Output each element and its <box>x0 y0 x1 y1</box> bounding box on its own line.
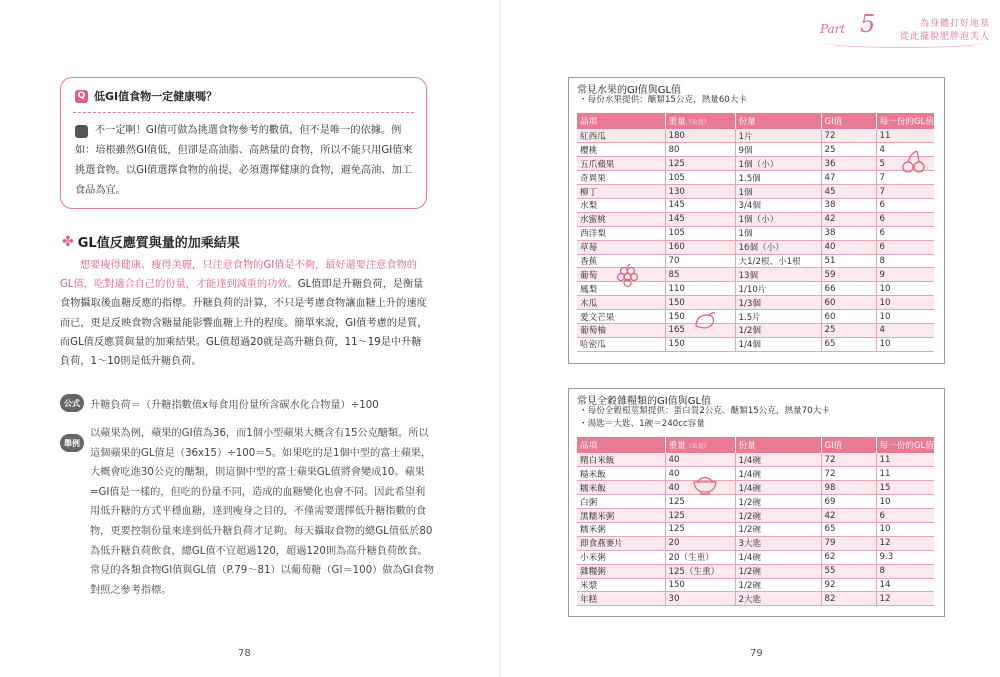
cell-weight: 125 <box>665 157 735 171</box>
cell-gi: 38 <box>821 198 876 212</box>
cell-weight: 80 <box>665 143 735 157</box>
cell-gl: 10 <box>876 522 934 536</box>
cell-gi: 42 <box>821 212 876 226</box>
formula-badge: 公式 <box>60 394 84 412</box>
cell-gl: 8 <box>876 564 934 578</box>
qa-divider <box>73 112 414 113</box>
cell-gl: 6 <box>876 198 934 212</box>
cell-weight: 160 <box>665 240 735 254</box>
body-text: GL值即是升糖負荷，是衡量食物攝取後血糖反應的指標。升糖負荷的計算，不只是考慮食物讓血糖上升的速度而已，更是反映食物含糖量能影響血糖上升的程度。簡單來說，GI值考慮的是質，而GL值反應質與量的加乘結果。GL值超過20就是高升糖負荷，11～19是中升糖負荷，1～10則是低升糖負荷。 <box>60 279 428 368</box>
cell-gl: 10 <box>876 282 934 296</box>
cell-item: 草莓 <box>577 240 665 254</box>
table-row <box>577 226 934 240</box>
cell-portion: 1/2個 <box>735 323 821 337</box>
col-weight <box>665 437 735 453</box>
grain-table-title: 常見全穀雜糧類的GI值與GL值 <box>577 396 712 407</box>
table-row <box>577 240 934 254</box>
cell-gi: 25 <box>821 143 876 157</box>
cell-weight: 125 <box>665 495 735 509</box>
cell-item: 鳳梨 <box>577 282 665 296</box>
table-row <box>577 129 934 143</box>
qa-box <box>60 77 427 209</box>
table-row <box>577 495 934 509</box>
cell-gl: 15 <box>876 481 934 495</box>
page-number-right: 79 <box>750 648 763 659</box>
table-row <box>577 185 934 199</box>
cherry-icon <box>901 148 927 174</box>
cell-gl: 10 <box>876 310 934 324</box>
answer-text: 不一定啊！GI值可做為挑選食物參考的數值，但不是唯一的依據。例如：培根雖然GI值低，但卻是高油脂、高熱量的食物，所以不能只用GI值來挑選食物。以GI值選擇食物的前提，必須選擇健康的食物，避免高油、加工食品為宜。 <box>75 125 413 196</box>
example-block <box>60 424 435 600</box>
fruit-table <box>577 113 934 352</box>
cell-item: 柳丁 <box>577 185 665 199</box>
cell-gl: 6 <box>876 509 934 523</box>
cell-gi: 38 <box>821 226 876 240</box>
cell-gl: 10 <box>876 337 934 351</box>
table-row <box>577 522 934 536</box>
page-number-left: 78 <box>238 648 251 659</box>
cell-portion: 1/4碗 <box>735 481 821 495</box>
table-row <box>577 536 934 550</box>
cell-gi: 72 <box>821 467 876 481</box>
cell-item: 小米粥 <box>577 550 665 564</box>
cell-portion: 13個 <box>735 268 821 282</box>
cell-weight: 85 <box>665 268 735 282</box>
cell-gl: 6 <box>876 240 934 254</box>
cell-portion: 1/2碗 <box>735 564 821 578</box>
col-gl: 每一份的GL值 <box>876 437 934 453</box>
cell-gl: 14 <box>876 578 934 592</box>
col-gi: GI值 <box>821 113 876 129</box>
cell-gi: 92 <box>821 578 876 592</box>
cell-portion: 1/3個 <box>735 296 821 310</box>
cell-item: 紅西瓜 <box>577 129 665 143</box>
cell-item: 雜糧粥 <box>577 564 665 578</box>
cell-item: 水蜜桃 <box>577 212 665 226</box>
cell-weight: 150 <box>665 337 735 351</box>
table-row <box>577 198 934 212</box>
table-row <box>577 310 934 324</box>
cell-gi: 25 <box>821 323 876 337</box>
cell-gl: 9.3 <box>876 550 934 564</box>
table-row <box>577 509 934 523</box>
table-row <box>577 323 934 337</box>
cell-item: 哈密瓜 <box>577 337 665 351</box>
cell-portion: 1/2碗 <box>735 522 821 536</box>
cell-weight: 145 <box>665 212 735 226</box>
part-label: Part <box>820 22 846 36</box>
formula-row <box>60 394 379 412</box>
example-badge: 舉例 <box>60 434 84 452</box>
cell-portion: 1片 <box>735 129 821 143</box>
col-item: 品項 <box>577 437 665 453</box>
cell-weight: 20（生重） <box>665 550 735 564</box>
table-row <box>577 157 934 171</box>
section-heading <box>62 232 240 251</box>
cell-portion: 1/2碗 <box>735 578 821 592</box>
grain-table-box <box>568 388 945 617</box>
cell-gl: 5 <box>876 157 934 171</box>
fruit-table-note: ・每份水果提供：醣類15公克，熱量60大卡 <box>579 95 747 105</box>
cell-gi: 60 <box>821 310 876 324</box>
cell-portion: 1個（小） <box>735 157 821 171</box>
grain-table-note-2: ・湯匙＝大匙、1碗＝240cc容量 <box>579 419 705 429</box>
cell-portion: 1/4碗 <box>735 453 821 467</box>
cell-gi: 60 <box>821 296 876 310</box>
cell-gl: 7 <box>876 185 934 199</box>
question-text: 低GI值食物一定健康嗎？ <box>94 90 218 103</box>
cell-gl: 9 <box>876 268 934 282</box>
grain-table-note-1: ・每份全穀根莖類提供：蛋白質2公克、醣類15公克，熱量70大卡 <box>579 406 830 416</box>
cell-item: 糙米飯 <box>577 467 665 481</box>
cell-item: 五爪蘋果 <box>577 157 665 171</box>
cell-portion: 1/4碗 <box>735 467 821 481</box>
fruit-table-title: 常見水果的GI值與GL值 <box>577 85 682 96</box>
cell-weight: 125 <box>665 522 735 536</box>
chapter-subtitle-2: 從此擺脫肥胖泡芙人 <box>899 32 990 42</box>
col-item: 品項 <box>577 113 665 129</box>
cell-weight: 105 <box>665 226 735 240</box>
cell-gi: 45 <box>821 185 876 199</box>
cell-item: 精白米飯 <box>577 453 665 467</box>
table-row <box>577 171 934 185</box>
cell-gi: 51 <box>821 254 876 268</box>
table-row <box>577 467 934 481</box>
example-text: 以蘋果為例，蘋果的GI值為36，而1個小型蘋果大概含有15公克醣類。所以這個蘋果的GL值是（36x15）÷100＝5。如果吃的是1個中型的富士蘋果，大概會吃進30公克的醣類，則這個中型的富士蘋果GL值將會變成10。蘋果=GI值是一樣的，但吃的份量不同，造成的血糖變化也會不同。因此希望利用低升糖的方式平穩血糖，達到瘦身之目的，不僅需要選擇低升糖指數的食物，更要控制份量來達到低升糖負荷才足夠。每天攝取食物的總GL值低於80為低升糖負荷飲食，總GL值不宜超過120，超過120則為高升糖負荷飲食。常見的各類食物GI值與GL值（P.79～81）以葡萄糖（GI＝100）做為GI食物對照之參考指標。 <box>90 428 434 596</box>
table-row <box>577 578 934 592</box>
table-row <box>577 481 934 495</box>
cell-gl: 11 <box>876 453 934 467</box>
cell-gl: 7 <box>876 171 934 185</box>
cell-gl: 12 <box>876 536 934 550</box>
section-title: GL值反應質與量的加乘結果 <box>77 236 240 251</box>
fruit-table-header <box>577 113 934 129</box>
table-row <box>577 212 934 226</box>
col-weight-unit: （公克） <box>685 443 710 450</box>
cell-portion: 1個 <box>735 185 821 199</box>
cell-gl: 10 <box>876 296 934 310</box>
answer-block <box>75 121 413 201</box>
col-gl: 每一份的GL值 <box>876 113 934 129</box>
cell-item: 黑糯米粥 <box>577 509 665 523</box>
cell-item: 白粥 <box>577 495 665 509</box>
part-number: 5 <box>860 10 876 38</box>
grain-table <box>577 437 934 606</box>
cell-gl: 6 <box>876 212 934 226</box>
a-badge: A <box>75 125 88 138</box>
cell-item: 年糕 <box>577 592 665 606</box>
cell-gi: 72 <box>821 129 876 143</box>
cell-gl: 10 <box>876 495 934 509</box>
cell-item: 葡萄 <box>577 268 665 282</box>
col-weight <box>665 113 735 129</box>
cell-portion: 1.5片 <box>735 310 821 324</box>
cell-gi: 69 <box>821 495 876 509</box>
cell-portion: 1/10片 <box>735 282 821 296</box>
cell-gi: 72 <box>821 453 876 467</box>
grape-icon <box>617 263 641 291</box>
cell-portion: 3/4個 <box>735 198 821 212</box>
cell-weight: 150 <box>665 296 735 310</box>
cell-weight: 145 <box>665 198 735 212</box>
table-row <box>577 296 934 310</box>
table-row <box>577 564 934 578</box>
cell-gi: 62 <box>821 550 876 564</box>
cell-portion: 1/2碗 <box>735 495 821 509</box>
cell-weight: 125（生重） <box>665 564 735 578</box>
cell-portion: 9個 <box>735 143 821 157</box>
table-row <box>577 143 934 157</box>
cell-weight: 30 <box>665 592 735 606</box>
col-portion: 份量 <box>735 113 821 129</box>
cell-gl: 12 <box>876 592 934 606</box>
cell-item: 櫻桃 <box>577 143 665 157</box>
cell-gl: 11 <box>876 467 934 481</box>
cell-portion: 3大匙 <box>735 536 821 550</box>
mango-icon <box>693 311 719 333</box>
cell-weight: 40 <box>665 467 735 481</box>
question-line <box>75 88 217 104</box>
cell-portion: 2大匙 <box>735 592 821 606</box>
cell-gi: 55 <box>821 564 876 578</box>
rice-bowl-icon <box>691 471 719 495</box>
cell-item: 愛文芒果 <box>577 310 665 324</box>
cell-gl: 4 <box>876 323 934 337</box>
cell-gi: 59 <box>821 268 876 282</box>
cell-gi: 47 <box>821 171 876 185</box>
cell-gl: 4 <box>876 143 934 157</box>
cell-gl: 6 <box>876 226 934 240</box>
q-badge: Q <box>75 90 88 103</box>
col-weight-label: 重量 <box>668 441 686 451</box>
cell-item: 香蕉 <box>577 254 665 268</box>
cell-item: 糯米粥 <box>577 522 665 536</box>
cell-weight: 105 <box>665 171 735 185</box>
cell-weight: 125 <box>665 509 735 523</box>
cell-gi: 82 <box>821 592 876 606</box>
cell-gl: 11 <box>876 129 934 143</box>
formula-text: 升糖負荷＝（升糖指數值x每食用份量所含碳水化合物量）÷100 <box>90 399 379 411</box>
cell-weight: 180 <box>665 129 735 143</box>
cell-weight: 165 <box>665 323 735 337</box>
cell-weight: 70 <box>665 254 735 268</box>
clover-icon: ✤ <box>62 233 74 250</box>
cell-portion: 1個 <box>735 226 821 240</box>
cell-portion: 1/2碗 <box>735 509 821 523</box>
cell-gi: 66 <box>821 282 876 296</box>
cell-gi: 98 <box>821 481 876 495</box>
cell-portion: 1/4個 <box>735 337 821 351</box>
chapter-subtitle-1: 為身體打好地基 <box>919 19 990 29</box>
cell-gi: 65 <box>821 337 876 351</box>
cell-gi: 42 <box>821 509 876 523</box>
col-portion: 份量 <box>735 437 821 453</box>
cell-portion: 16個（小） <box>735 240 821 254</box>
cell-weight: 150 <box>665 310 735 324</box>
cell-item: 奇異果 <box>577 171 665 185</box>
cell-weight: 40 <box>665 481 735 495</box>
cell-item: 葡萄柚 <box>577 323 665 337</box>
cell-gi: 65 <box>821 522 876 536</box>
table-row <box>577 453 934 467</box>
cell-item: 即食燕麥片 <box>577 536 665 550</box>
section-paragraph <box>60 256 430 371</box>
cell-gi: 40 <box>821 240 876 254</box>
cell-item: 糯米飯 <box>577 481 665 495</box>
cell-gl: 8 <box>876 254 934 268</box>
col-gi: GI值 <box>821 437 876 453</box>
highlight-text: 想要瘦得健康、瘦得美麗，只注意食物的GI值是不夠，最好還要注意食物的GL值，吃對適合自己的份量，才能達到減重的功效。 <box>60 260 417 291</box>
table-row <box>577 550 934 564</box>
header-arc <box>820 36 988 48</box>
chapter-header <box>820 8 990 48</box>
cell-portion: 1個（小） <box>735 212 821 226</box>
table-row <box>577 337 934 351</box>
cell-item: 西洋梨 <box>577 226 665 240</box>
cell-item: 木瓜 <box>577 296 665 310</box>
col-weight-unit: （公克） <box>685 119 710 126</box>
cell-item: 水梨 <box>577 198 665 212</box>
cell-weight: 20 <box>665 536 735 550</box>
fruit-table-box <box>568 77 945 364</box>
cell-gi: 79 <box>821 536 876 550</box>
cell-gi: 36 <box>821 157 876 171</box>
cell-weight: 150 <box>665 578 735 592</box>
cell-portion: 1/4碗 <box>735 550 821 564</box>
table-row <box>577 592 934 606</box>
cell-portion: 大1/2根、小1根 <box>735 254 821 268</box>
cell-weight: 40 <box>665 453 735 467</box>
cell-portion: 1.5個 <box>735 171 821 185</box>
cell-weight: 130 <box>665 185 735 199</box>
cell-weight: 110 <box>665 282 735 296</box>
grain-table-header <box>577 437 934 453</box>
col-weight-label: 重量 <box>668 117 686 127</box>
cell-item: 米漿 <box>577 578 665 592</box>
